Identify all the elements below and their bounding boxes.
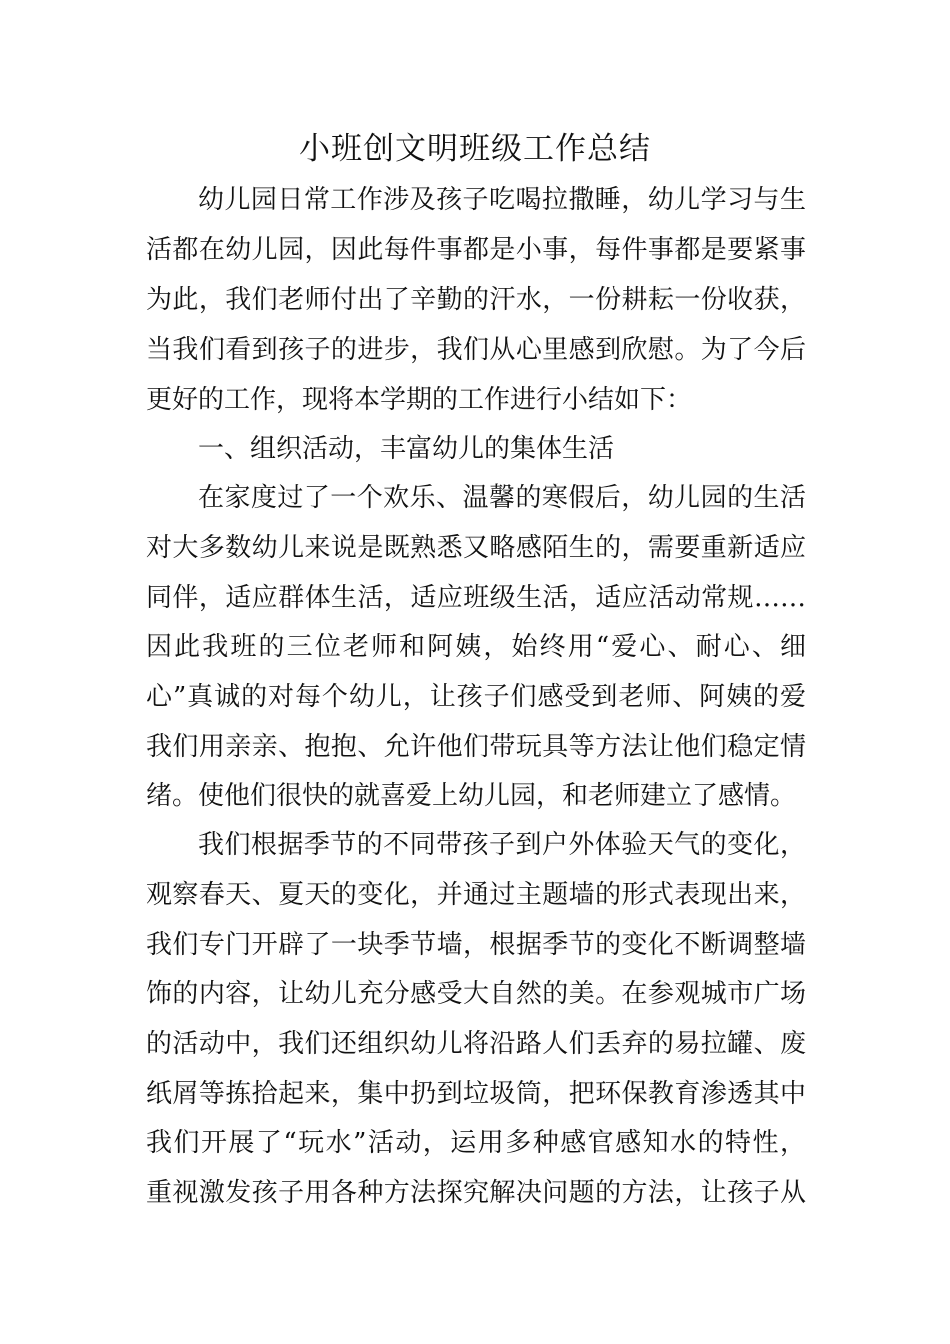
paragraph-line: 纸屑等拣拾起来，集中扔到垃圾筒，把环保教育渗透其中 xyxy=(146,1079,806,1109)
paragraph-line: 心”真诚的对每个幼儿，让孩子们感受到老师、阿姨的爱 xyxy=(146,682,806,712)
paragraph-line: 绪。使他们很快的就喜爱上幼儿园，和老师建立了感情。 xyxy=(146,781,797,811)
paragraph-line: 重视激发孩子用各种方法探究解决问题的方法，让孩子从 xyxy=(146,1178,806,1208)
paragraph-line: 对大多数幼儿来说是既熟悉又略感陌生的，需要重新适应 xyxy=(146,533,806,563)
paragraph-line: 在家度过了一个欢乐、温馨的寒假后，幼儿园的生活 xyxy=(198,483,806,513)
document-title: 小班创文明班级工作总结 xyxy=(299,131,651,167)
paragraph-line: 幼儿园日常工作涉及孩子吃喝拉撒睡，幼儿学习与生 xyxy=(198,185,806,215)
paragraph-line: 我们开展了“玩水”活动，运用多种感官感知水的特性， xyxy=(146,1128,806,1158)
paragraph-line: 观察春天、夏天的变化，并通过主题墙的形式表现出来， xyxy=(146,880,806,910)
paragraph-line: 的活动中，我们还组织幼儿将沿路人们丢弃的易拉罐、废 xyxy=(146,1029,806,1059)
paragraph-line: 活都在幼儿园，因此每件事都是小事，每件事都是要紧事 xyxy=(146,235,806,265)
paragraph-line: 为此，我们老师付出了辛勤的汗水，一份耕耘一份收获， xyxy=(146,285,806,315)
paragraph-line: 饰的内容，让幼儿充分感受大自然的美。在参观城市广场 xyxy=(146,979,806,1009)
paragraph-line: 当我们看到孩子的进步，我们从心里感到欣慰。为了今后 xyxy=(146,335,806,365)
paragraph-line: 我们根据季节的不同带孩子到户外体验天气的变化， xyxy=(198,830,806,860)
paragraph-line: 我们专门开辟了一块季节墙，根据季节的变化不断调整墙 xyxy=(146,930,806,960)
paragraph-line: 因此我班的三位老师和阿姨，始终用“爱心、耐心、细 xyxy=(146,632,806,662)
paragraph-line: 同伴，适应群体生活，适应班级生活，适应活动常规…… xyxy=(146,583,806,613)
section-heading: 一、组织活动，丰富幼儿的集体生活 xyxy=(198,434,615,464)
paragraph-line: 更好的工作，现将本学期的工作进行小结如下： xyxy=(146,385,693,415)
paragraph-line: 我们用亲亲、抱抱、允许他们带玩具等方法让他们稳定情 xyxy=(146,732,806,762)
